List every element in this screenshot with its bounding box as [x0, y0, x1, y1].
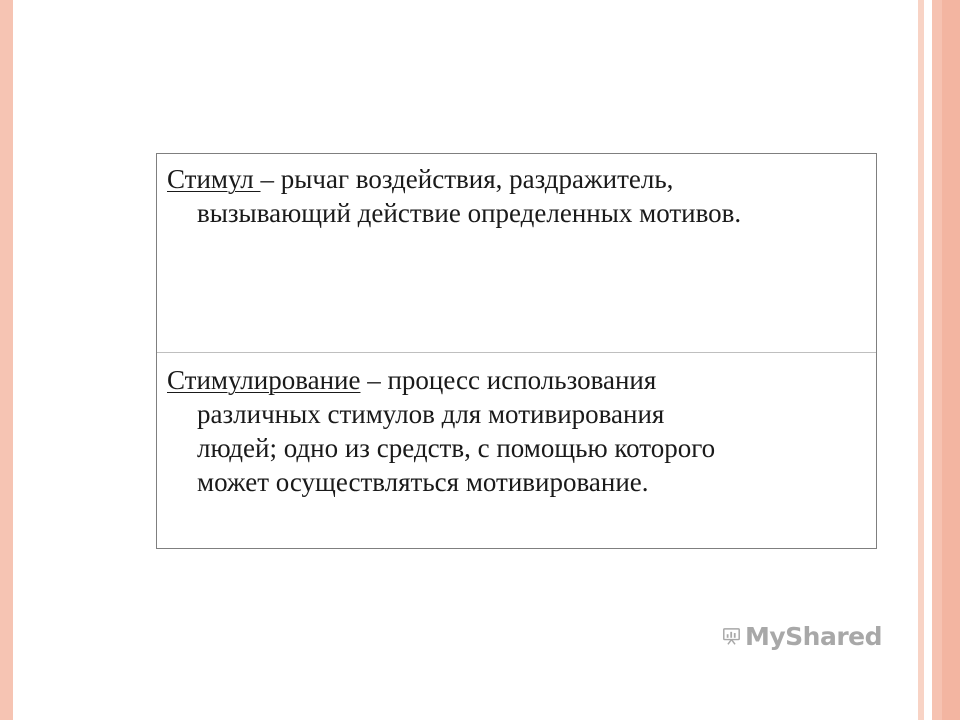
definition-text: – процесс использования — [360, 365, 657, 395]
right-decorative-stripe — [942, 0, 960, 720]
definition-row-stimulus — [157, 154, 876, 353]
definition-text: – рычаг воздействия, раздражитель, — [260, 164, 674, 194]
presentation-board-icon — [722, 620, 741, 652]
definition-continuation-line: людей; одно из средств, с помощью которого — [197, 433, 716, 463]
left-decorative-border — [0, 0, 13, 720]
definition-continuation-line: может осуществляться мотивирование. — [197, 467, 649, 497]
right-decorative-stripe — [932, 0, 942, 720]
definition-row-stimulation — [157, 353, 876, 548]
term-stimulation: Стимулирование — [167, 365, 361, 395]
myshared-watermark — [722, 616, 882, 656]
definitions-table — [156, 153, 877, 549]
term-stimulus: Стимул — [167, 164, 261, 194]
definition-continuation-line: вызывающий действие определенных мотивов. — [197, 198, 742, 228]
definition-continuation-line: различных стимулов для мотивирования — [197, 399, 665, 429]
definition-first-line — [167, 363, 862, 397]
watermark-text: MyShared — [744, 621, 882, 651]
definition-first-line — [167, 162, 862, 196]
right-decorative-stripe — [924, 0, 932, 720]
